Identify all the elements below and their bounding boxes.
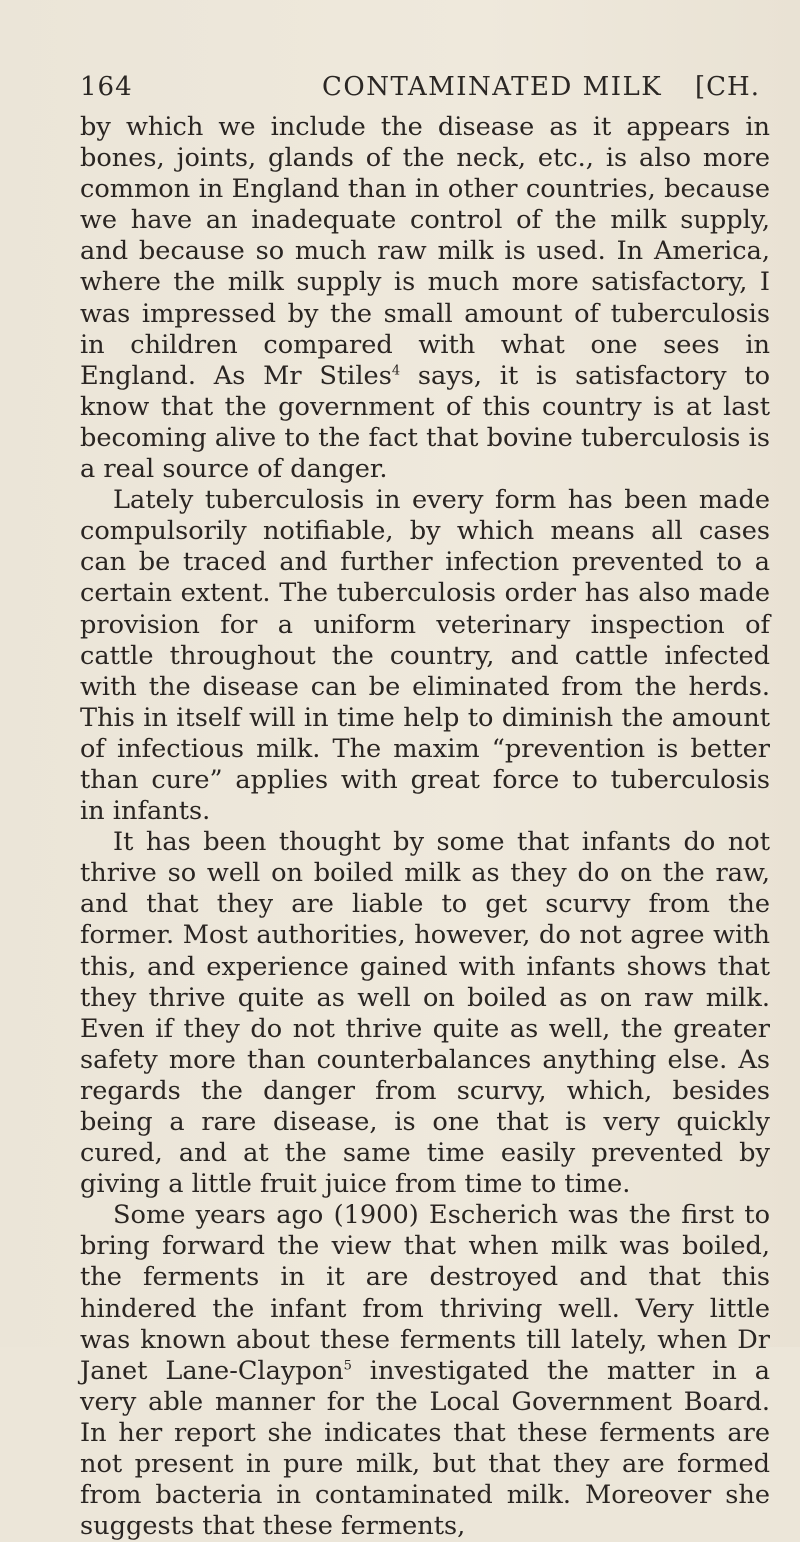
paragraph-3 — [80, 827, 770, 1200]
text-run: by which we include the disease as it appears in bones, joints, glands of the neck, etc., is also more common in England than in other countries, because we have an inadequate control of the milk supply, and because so much raw milk is used. In America, where the milk supply is much more satisfactory, I was impressed by the small amount of tuberculosis in children compared with what one sees in England. As Mr Stiles — [80, 112, 770, 391]
text-run: Some years ago (1900) Escherich was the first to bring forward the view that when milk was boiled, the ferments in it are destroyed and that this hindered the infant from thriving well. Very little was known about these ferments till lately, when Dr Janet Lane-Claypon — [80, 1200, 770, 1386]
text-run: investigated the matter in a very able manner for the Local Government Board. In her report she indicates that these ferments are not present in pure milk, but that they are formed from bacteria in contaminated milk. Moreover she suggests that these ferments, — [80, 1355, 770, 1542]
footnote-ref-5: 5 — [343, 1358, 352, 1374]
text-run: It has been thought by some that infants do not thrive so well on boiled milk as they do on the raw, and that they are liable to get scurvy from the former. Most authorities, however, do not agree with this, and experience gained with infants shows that they thrive quite as well on boiled as on raw milk. Even if they do not thrive quite as well, the greater safety more than counterbalances anything else. As regards the danger from scurvy, which, besides being a rare disease, is one that is very quickly cured, and at the same time easily prevented by giving a little fruit juice from time to time. — [80, 827, 770, 1200]
footnote-ref-4: 4 — [391, 363, 401, 379]
running-title: CONTAMINATED MILK — [322, 72, 663, 102]
paragraph-1 — [80, 112, 770, 485]
text-run: Lately tuberculosis in every form has been made compulsorily notifiable, by which means all cases can be traced and further infection prevented to a certain extent. The tuberculosis order has also made provision for a uniform veterinary inspection of cattle throughout the country, and cattle infected with the disease can be eliminated from the herds. This in itself will in time help to diminish the amount of infectious milk. The maxim “prevention is better than cure” applies with great force to tuberculosis in infants. — [80, 485, 770, 827]
running-header — [80, 72, 760, 112]
paragraph-2 — [80, 485, 770, 827]
paragraph-4 — [80, 1200, 770, 1542]
page-number: 164 — [80, 72, 133, 102]
text-run: says, it is satisfactory to know that the government of this country is at last becoming alive to the fact that bovine tuberculosis is a real source of danger. — [80, 360, 770, 485]
chapter-marker: [CH. — [695, 72, 760, 102]
body-text — [80, 112, 770, 1542]
